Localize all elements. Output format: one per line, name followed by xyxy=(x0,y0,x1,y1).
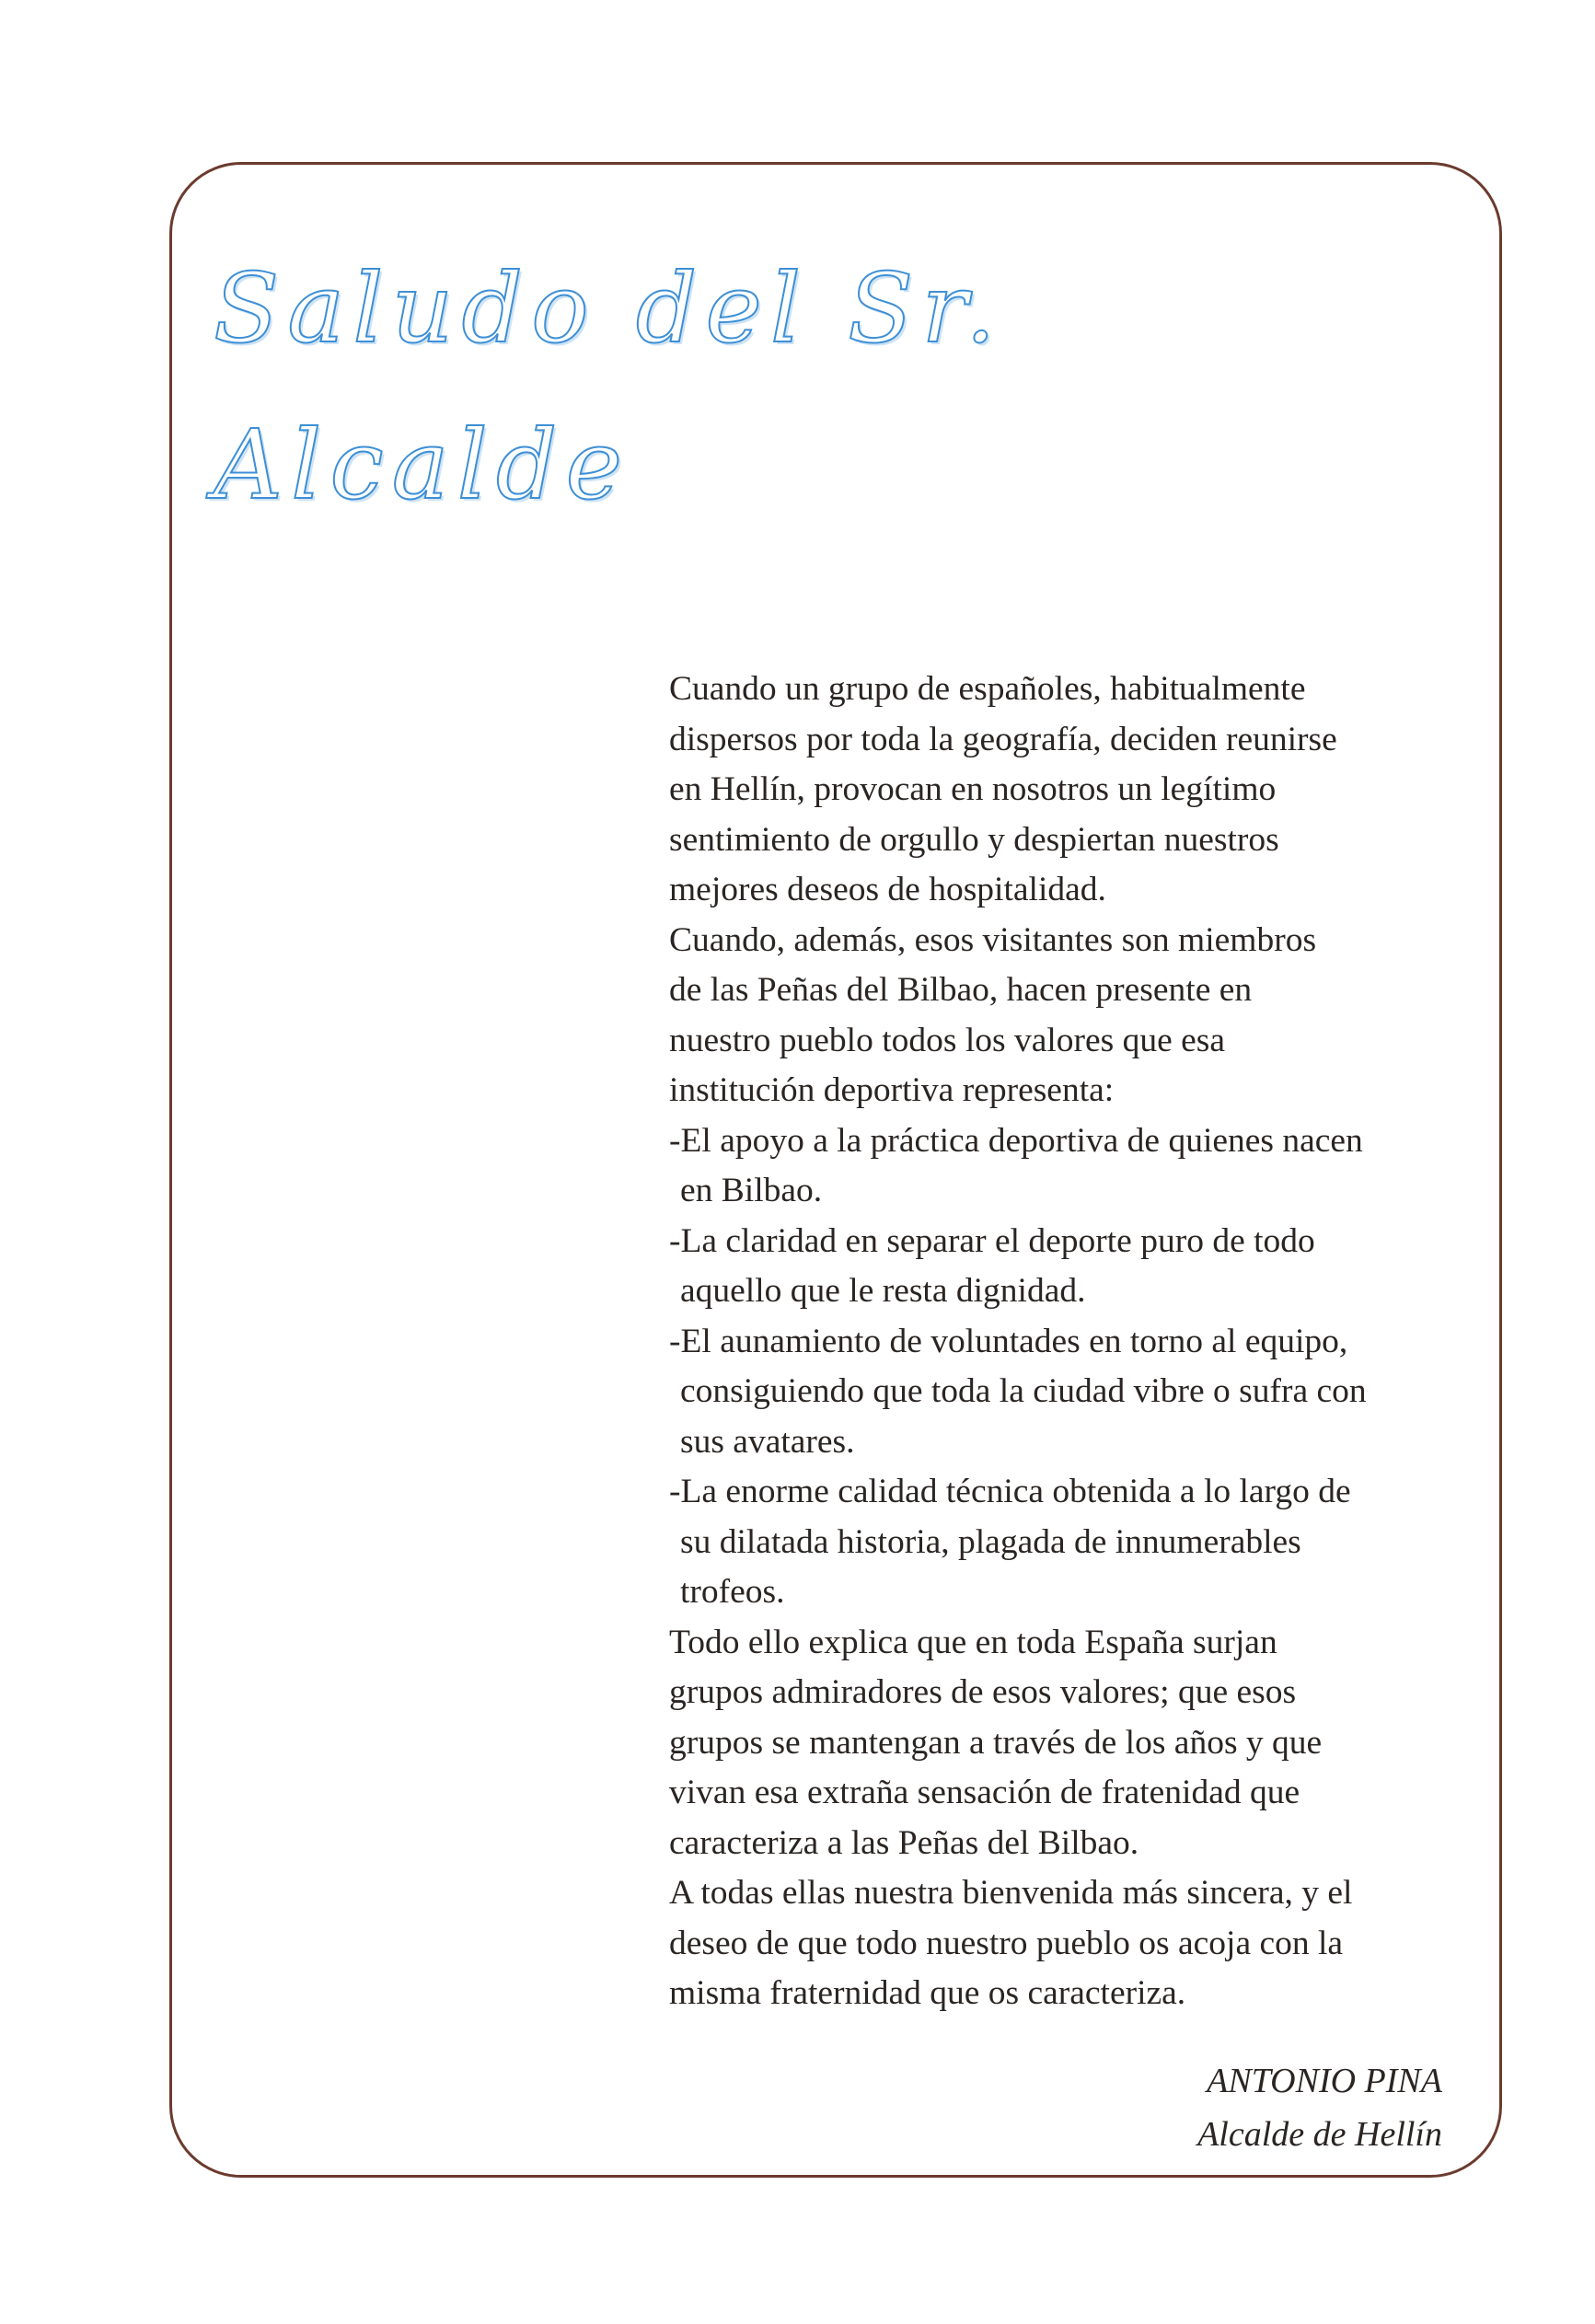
body-line: grupos admiradores de esos valores; que esos xyxy=(669,1673,1297,1711)
body-line: de las Peñas del Bilbao, hacen presente en xyxy=(669,971,1253,1009)
body-line: sus avatares. xyxy=(680,1422,855,1461)
signature-block xyxy=(1197,2054,1442,2161)
body-line: -El apoyo a la práctica deportiva de quienes nacen xyxy=(669,1121,1363,1160)
body-line: misma fraternidad que os caracteriza. xyxy=(669,1974,1186,2012)
body-line: institución deportiva representa: xyxy=(669,1071,1115,1109)
body-text xyxy=(669,665,1479,2019)
body-line: A todas ellas nuestra bienvenida más sincera, y el xyxy=(669,1874,1353,1912)
body-line: trofeos. xyxy=(680,1573,785,1611)
body-line: -La claridad en separar el deporte puro de todo xyxy=(669,1221,1315,1260)
body-line: en Hellín, provocan en nosotros un legítimo xyxy=(669,770,1277,808)
body-line: -La enorme calidad técnica obtenida a lo largo de xyxy=(669,1473,1351,1510)
body-line: sentimiento de orgullo y despiertan nuestros xyxy=(669,820,1279,859)
body-line: grupos se mantengan a través de los años y que xyxy=(669,1723,1323,1762)
body-line: -El aunamiento de voluntades en torno al equipo, xyxy=(669,1322,1348,1360)
page-title xyxy=(214,230,1004,543)
body-line: dispersos por toda la geografía, deciden reunirse xyxy=(669,720,1337,758)
body-line: mejores deseos de hospitalidad. xyxy=(669,871,1106,908)
body-line: deseo de que todo nuestro pueblo os acoja con la xyxy=(669,1924,1344,1962)
body-line: Cuando un grupo de españoles, habitualmente xyxy=(669,670,1306,708)
body-line: caracteriza a las Peñas del Bilbao. xyxy=(669,1823,1139,1862)
body-line: en Bilbao. xyxy=(680,1172,823,1209)
title-line-1: Saludo del Sr. xyxy=(214,252,1004,364)
body-line: vivan esa extraña sensación de fratenidad que xyxy=(669,1774,1300,1811)
body-line: consiguiendo que toda la ciudad vibre o sufra con xyxy=(680,1372,1367,1410)
body-line: nuestro pueblo todos los valores que esa xyxy=(669,1021,1226,1059)
body-line: su dilatada historia, plagada de innumerables xyxy=(680,1522,1301,1561)
body-line: aquello que le resta dignidad. xyxy=(680,1272,1086,1310)
title-line-2: Alcalde xyxy=(214,409,630,521)
body-line: Todo ello explica que en toda España surjan xyxy=(669,1623,1277,1661)
signature-name: ANTONIO PINA xyxy=(1207,2062,1442,2100)
signature-role: Alcalde de Hellín xyxy=(1197,2115,1442,2154)
body-line: Cuando, además, esos visitantes son miembros xyxy=(669,920,1317,959)
